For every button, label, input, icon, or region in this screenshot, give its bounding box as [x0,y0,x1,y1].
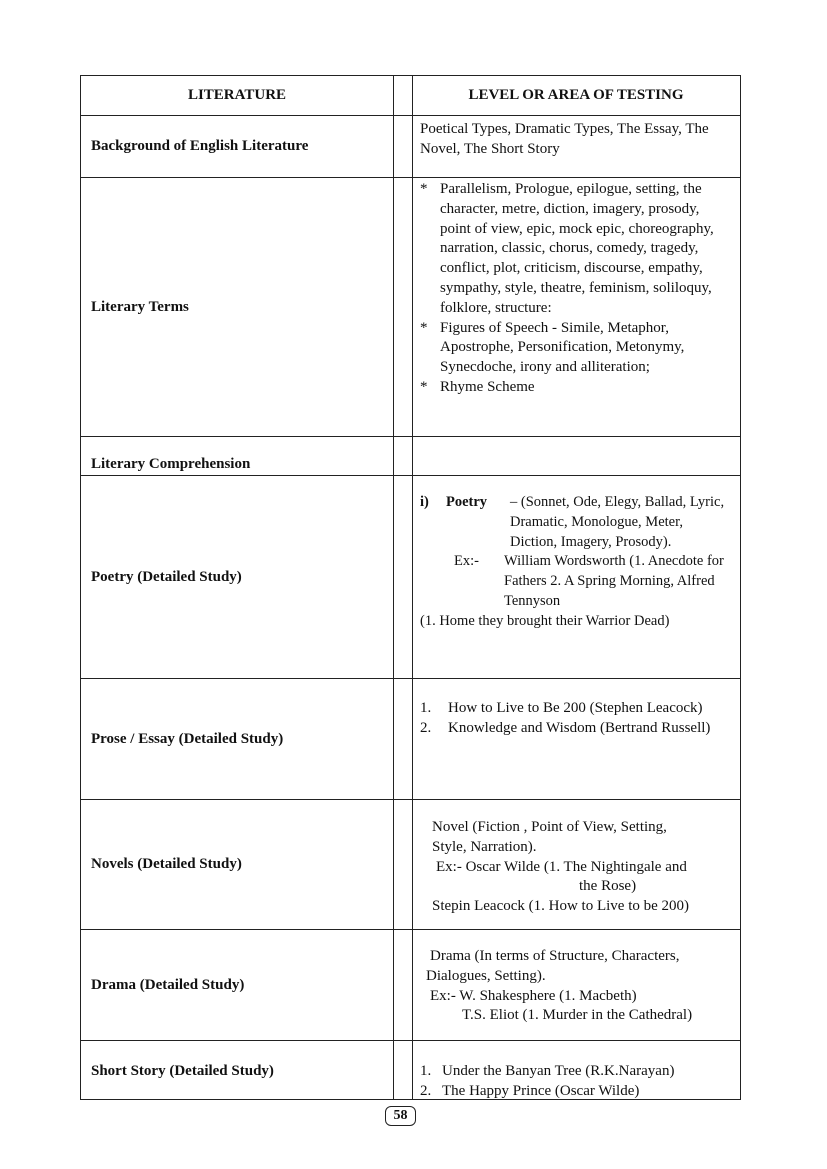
terms-list [420,180,732,398]
list-item [420,1062,732,1082]
label-background: Background of English Literature [91,138,309,154]
figures-of-speech-heading: Figures of Speech - [440,319,558,336]
drama-line-3: Ex:- W. Shakesphere (1. Macbeth) [430,987,637,1004]
poetry-ex-text: William Wordsworth (1. Anecdote for Fathers 2. A Spring Morning, Alfred Tennyson [504,553,724,609]
label-poetry: Poetry (Detailed Study) [91,568,242,585]
label-prose: Prose / Essay (Detailed Study) [91,730,284,747]
list-item [420,1082,732,1102]
label-comprehension: Literary Comprehension [91,456,251,472]
header-literature: LITERATURE [187,87,287,103]
poetry-ex-label: Ex:- [454,553,479,570]
label-drama: Drama (Detailed Study) [91,976,245,993]
prose-num-2: 2. [420,719,432,736]
terms-item-2: Simile, Metaphor, Apostrophe, Personification, Metonymy, Synecdoche, irony and alliteration; [440,319,685,376]
table-row-short-story [81,1040,740,1101]
poetry-marker: i) [420,494,429,510]
prose-item-1: How to Live to Be 200 (Stephen Leacock) [448,700,703,716]
short-story-item-2: The Happy Prince (Oscar Wilde) [442,1082,640,1099]
poetry-desc: – (Sonnet, Ode, Elegy, Ballad, Lyric, Dramatic, Monologue, Meter, Diction, Imagery, Prosody). [510,494,725,550]
terms-item-1: Parallelism, Prologue, epilogue, setting, the character, metre, diction, imagery, prosody, point of view, epic, mock epic, choreography, narration, classic, chorus, comedy, tragedy, conflict, plot, criticism, discourse, empathy, sympathy, style, theatre, feminism, soliloquy, folklore, structure: [440,181,714,316]
novels-line-4: the Rose) [579,878,637,895]
drama-content [420,947,732,1026]
label-literary-terms: Literary Terms [91,298,189,315]
short-story-num-2: 2. [420,1082,432,1099]
short-story-list [420,1062,732,1102]
table-row-drama [81,929,740,1040]
short-story-item-1: Under the Banyan Tree (R.K.Narayan) [442,1063,675,1079]
prose-list [420,699,732,739]
novels-line-2: Style, Narration). [432,838,537,855]
prose-num-1: 1. [420,700,432,716]
poetry-title: Poetry [446,494,488,510]
bullet-marker: * [420,378,428,395]
poetry-last-line: (1. Home they brought their Warrior Dead) [420,612,670,629]
text-background: Poetical Types, Dramatic Types, The Essay, The Novel, The Short Story [420,121,709,157]
drama-line-4: T.S. Eliot (1. Murder in the Cathedral) [462,1007,693,1024]
prose-item-2: Knowledge and Wisdom (Bertrand Russell) [448,719,711,736]
table-row-poetry [81,475,740,678]
page-number: 58 [385,1106,416,1126]
novels-line-3: Ex:- Oscar Wilde (1. The Nightingale and [436,858,687,875]
literature-table [80,75,741,1100]
table-row-comprehension [81,436,740,475]
list-item [420,378,732,398]
novels-line-5: Stepin Leacock (1. How to Live to be 200) [432,898,690,915]
poetry-content [420,493,732,632]
label-short-story: Short Story (Detailed Study) [91,1063,274,1079]
table-row-literary-terms [81,177,740,436]
list-item [420,319,732,378]
table-row-prose [81,678,740,799]
terms-item-3: Rhyme Scheme [440,378,535,395]
bullet-marker: * [420,181,428,197]
table-header-row [81,76,740,115]
label-novels: Novels (Detailed Study) [91,856,242,872]
list-item [420,699,732,719]
novels-line-1: Novel (Fiction , Point of View, Setting, [432,819,667,835]
list-item [420,180,732,319]
bullet-marker: * [420,319,428,336]
header-level-area: LEVEL OR AREA OF TESTING [468,87,684,103]
short-story-num-1: 1. [420,1063,432,1079]
drama-line-1: Drama (In terms of Structure, Characters, [430,948,680,964]
list-item [420,719,732,739]
novels-content [424,818,732,917]
table-row-novels [81,799,740,929]
drama-line-2: Dialogues, Setting). [426,967,546,984]
table-row-background [81,115,740,177]
